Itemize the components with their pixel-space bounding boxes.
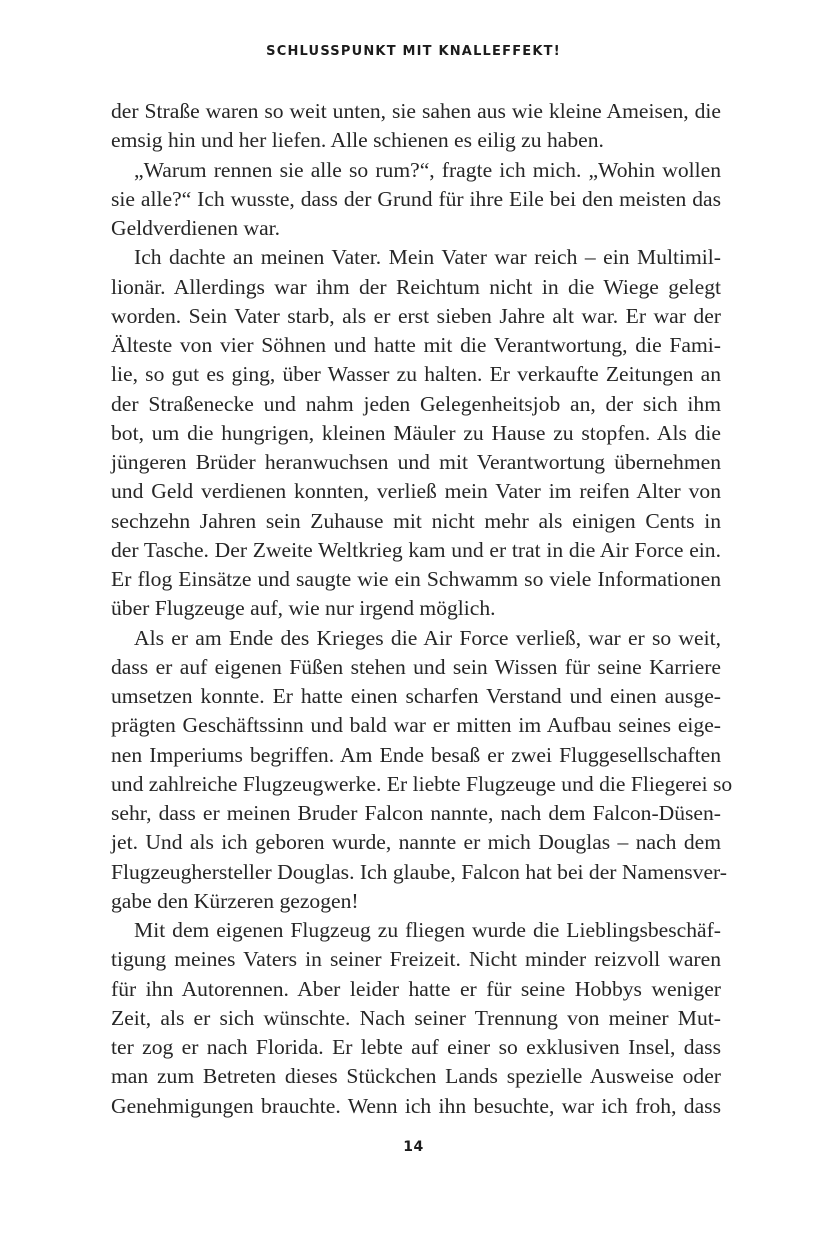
text-line: Genehmigungen brauchte. Wenn ich ihn besuchte, war ich froh, dass xyxy=(111,1093,721,1118)
text-line: Mit dem eigenen Flugzeug zu fliegen wurde die Lieblingsbeschäf- xyxy=(134,918,721,942)
text-line: gabe den Kürzeren gezogen! xyxy=(111,888,359,913)
text-line: sechzehn Jahren sein Zuhause mit nicht mehr als einigen Cents in xyxy=(111,508,721,533)
text-line: man zum Betreten dieses Stückchen Lands spezielle Ausweise oder xyxy=(111,1064,721,1089)
text-line: für ihn Autorennen. Aber leider hatte er für seine Hobbys weniger xyxy=(111,976,721,1001)
text-line: und zahlreiche Flugzeugwerke. Er liebte Flugzeuge und die Fliegerei so xyxy=(111,771,733,796)
text-line: lie, so gut es ging, über Wasser zu halten. Er verkaufte Zeitungen an xyxy=(111,362,721,387)
body-text xyxy=(111,97,733,1121)
text-line: „Warum rennen sie alle so rum?“, fragte ich mich. „Wohin wollen xyxy=(134,157,721,182)
text-line: der Straße waren so weit unten, sie sahen aus wie kleine Ameisen, die xyxy=(111,99,721,123)
text-line: der Straßenecke und nahm jeden Gelegenheitsjob an, der sich ihm xyxy=(111,391,721,416)
text-line: worden. Sein Vater starb, als er erst sieben Jahre alt war. Er war der xyxy=(111,303,721,328)
text-line: tigung meines Vaters in seiner Freizeit. Nicht minder reizvoll waren xyxy=(111,947,721,972)
text-line: nen Imperiums begriffen. Am Ende besaß er zwei Fluggesellschaften xyxy=(111,742,721,767)
text-line: Als er am Ende des Krieges die Air Force verließ, war er so weit, xyxy=(134,625,721,650)
running-head: SCHLUSSPUNKT MIT KNALLEFFEKT! xyxy=(266,44,561,59)
text-line: jüngeren Brüder heranwuchsen und mit Verantwortung übernehmen xyxy=(111,450,721,474)
text-line: über Flugzeuge auf, wie nur irgend möglich. xyxy=(111,596,496,621)
text-line: Ich dachte an meinen Vater. Mein Vater war reich – ein Multimil- xyxy=(134,245,721,270)
text-line: der Tasche. Der Zweite Weltkrieg kam und er trat in die Air Force ein. xyxy=(111,537,721,562)
text-line: sie alle?“ Ich wusste, dass der Grund für ihre Eile bei den meisten das xyxy=(111,186,721,211)
text-line: Flugzeughersteller Douglas. Ich glaube, Falcon hat bei der Namensver- xyxy=(111,859,727,884)
text-line: bot, um die hungrigen, kleinen Mäuler zu Hause zu stopfen. Als die xyxy=(111,420,721,445)
text-line: prägten Geschäftssinn und bald war er mitten im Aufbau seines eige- xyxy=(111,713,721,738)
text-line: dass er auf eigenen Füßen stehen und sein Wissen für seine Karriere xyxy=(111,654,721,679)
text-line: Er flog Einsätze und saugte wie ein Schwamm so viele Informationen xyxy=(111,567,721,591)
text-line: Geldverdienen war. xyxy=(111,216,281,240)
text-line: umsetzen konnte. Er hatte einen scharfen Verstand und einen ausge- xyxy=(111,684,721,708)
text-line: Zeit, als er sich wünschte. Nach seiner Trennung von meiner Mut- xyxy=(111,1005,721,1030)
text-line: und Geld verdienen konnten, verließ mein Vater im reifen Alter von xyxy=(111,479,721,504)
text-line: Älteste von vier Söhnen und hatte mit die Verantwortung, die Fami- xyxy=(111,333,721,357)
text-line: lionär. Allerdings war ihm der Reichtum nicht in die Wiege gelegt xyxy=(111,274,721,299)
text-line: emsig hin und her liefen. Alle schienen es eilig zu haben. xyxy=(111,128,604,153)
page-number: 14 xyxy=(403,1139,424,1155)
text-line: ter zog er nach Florida. Er lebte auf einer so exklusiven Insel, dass xyxy=(111,1035,721,1059)
text-line: jet. Und als ich geboren wurde, nannte er mich Douglas – nach dem xyxy=(111,830,721,855)
text-line: sehr, dass er meinen Bruder Falcon nannte, nach dem Falcon-Düsen- xyxy=(111,801,721,825)
